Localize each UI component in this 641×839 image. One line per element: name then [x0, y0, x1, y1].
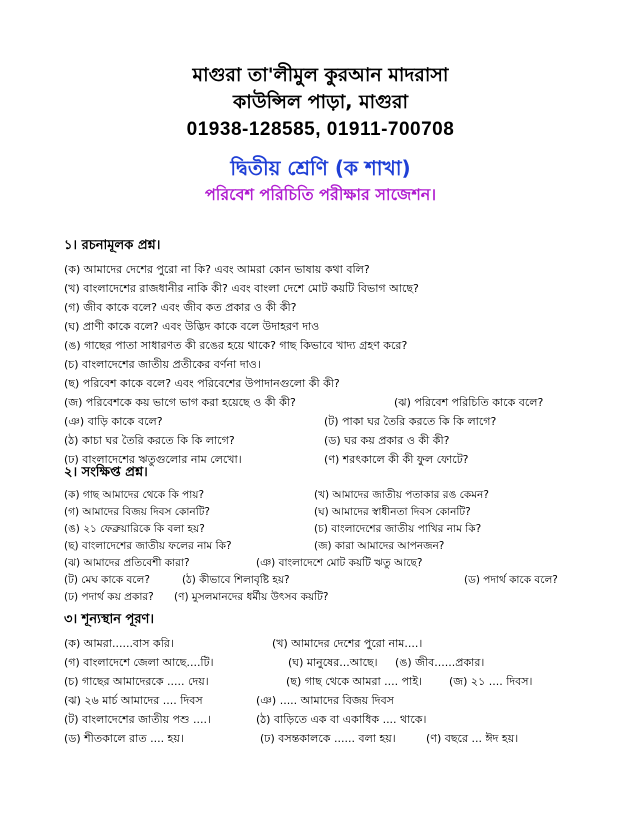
question-row: [64, 538, 584, 555]
question-row: [64, 336, 584, 355]
question-list: [64, 487, 584, 606]
question-row: [64, 572, 584, 589]
question-item: (ঘ) প্রাণী কাকে বলে? এবং উদ্ভিদ কাকে বলে উদাহরণ দাও: [64, 320, 320, 333]
section-essay: [64, 236, 584, 469]
question-item: (ঝ) ২৬ মার্চ আমাদের .... দিবস: [64, 694, 203, 707]
question-item: (জ) কারা আমাদের আপনজন?: [314, 540, 445, 552]
question-item: (ক) আমাদের দেশের পুরো না কি? এবং আমরা কোন ভাষায় কথা বলি?: [64, 263, 370, 276]
question-item: (ঘ) আমাদের স্বাধীনতা দিবস কোনটি?: [314, 506, 471, 518]
question-row: [64, 317, 584, 336]
question-row: [64, 393, 584, 412]
school-name: মাগুরা তা'লীমুল কুরআন মাদরাসা: [192, 64, 449, 86]
section-heading: ৩। শূন্যস্থান পূরণ।: [64, 612, 154, 627]
question-item: (ক) আমরা......বাস করি।: [64, 637, 174, 650]
question-row: [64, 504, 584, 521]
question-item: (ট) বাংলাদেশের জাতীয় পশু ....।: [64, 713, 211, 726]
question-row: [64, 729, 584, 748]
question-list: [64, 260, 584, 469]
school-phones: 01938-128585, 01911-700708: [186, 119, 455, 140]
question-item: (ঢ) পদার্থ কয় প্রকার?: [64, 591, 154, 603]
question-item: (ঞ) বাংলাদেশে মোট কয়টি ঋতু আছে?: [256, 557, 423, 569]
question-item: (ক) গাছ আমাদের থেকে কি পায়?: [64, 489, 205, 501]
question-item: (ঙ) ২১ ফেব্রুয়ারিকে কি বলা হয়?: [64, 523, 205, 535]
section-fill-blanks: [64, 610, 584, 748]
question-item: (ট) পাকা ঘর তৈরি করতে কি কি লাগে?: [324, 415, 497, 428]
class-title: দ্বিতীয় শ্রেণি (ক শাখা): [230, 156, 411, 180]
question-item: (ণ) মুসলমানদের ধর্মীয় উৎসব কয়টি?: [174, 591, 329, 603]
question-item: (চ) বাংলাদেশের জাতীয় পাখির নাম কি?: [314, 523, 482, 535]
question-row: [64, 374, 584, 393]
question-item: (ড) পদার্থ কাকে বলে?: [464, 574, 558, 586]
school-address: কাউন্সিল পাড়া, মাগুরা: [233, 91, 408, 113]
question-item: (ঢ) বাংলাদেশের ঋতুগুলোর নাম লেখো।: [64, 453, 242, 466]
subject-title: পরিবেশ পরিচিতি পরীক্ষার সাজেশন।: [204, 185, 437, 204]
question-item: (ঞ) বাড়ি কাকে বলে?: [64, 415, 163, 428]
question-item: (ণ) বছরে ... ঈদ হয়।: [426, 732, 519, 745]
question-item: (ঠ) কীভাবে শিলাবৃষ্টি হয়?: [182, 574, 290, 586]
question-row: [64, 589, 584, 606]
school-header: [0, 62, 641, 143]
section-heading: ১। রচনামূলক প্রশ্ন।: [64, 238, 161, 253]
question-item: (ঝ) পরিবেশ পরিচিতি কাকে বলে?: [394, 396, 544, 409]
question-row: [64, 487, 584, 504]
section-heading: ২। সংক্ষিপ্ত প্রশ্ন।: [64, 465, 148, 480]
question-item: (গ) জীব কাকে বলে? এবং জীব কত প্রকার ও কী কী?: [64, 301, 297, 314]
question-item: (ঝ) আমাদের প্রতিবেশী কারা?: [64, 557, 190, 569]
question-item: (ঢ) বসন্তকালকে ...... বলা হয়।: [260, 732, 396, 745]
question-row: [64, 279, 584, 298]
question-item: (গ) আমাদের বিজয় দিবস কোনটি?: [64, 506, 211, 518]
question-row: [64, 634, 584, 653]
question-item: (ট) মেঘ কাকে বলে?: [64, 574, 150, 586]
question-row: [64, 672, 584, 691]
question-item: (গ) বাংলাদেশে জেলা আছে....টি।: [64, 656, 214, 669]
question-row: [64, 431, 584, 450]
question-item: (ছ) পরিবেশ কাকে বলে? এবং পরিবেশের উপাদানগুলো কী কী?: [64, 377, 340, 390]
question-item: (ড) ঘর কয় প্রকার ও কী কী?: [324, 434, 450, 447]
question-row: [64, 260, 584, 279]
section-short: [64, 463, 584, 606]
question-row: [64, 412, 584, 431]
question-row: [64, 555, 584, 572]
question-item: (খ) বাংলাদেশের রাজধানীর নাকি কী? এবং বাংলা দেশে মোট কয়টি বিভাগ আছে?: [64, 282, 419, 295]
question-item: (চ) বাংলাদেশের জাতীয় প্রতীকের বর্ণনা দাও।: [64, 358, 261, 371]
question-item: (ঞ) ..... আমাদের বিজয় দিবস: [256, 694, 394, 707]
question-row: [64, 355, 584, 374]
question-item: (ণ) শরৎকালে কী কী ফুল ফোটে?: [324, 453, 469, 466]
question-item: (ঙ) গাছের পাতা সাধারণত কী রঙের হয়ে থাকে? গাছ কিভাবে খাদ্য গ্রহণ করে?: [64, 339, 408, 352]
question-item: (চ) গাছের আমাদেরকে ..... দেয়।: [64, 675, 209, 688]
question-item: (ঙ) জীব......প্রকার।: [395, 656, 485, 669]
question-item: (ঠ) বাড়িতে এক বা একাধিক .... থাকে।: [256, 713, 427, 726]
question-item: (জ) পরিবেশকে কয় ভাগে ভাগ করা হয়েছে ও কী কী?: [64, 396, 296, 409]
question-row: [64, 298, 584, 317]
question-list: [64, 634, 584, 748]
question-item: (ড) শীতকালে রাত .... হয়।: [64, 732, 184, 745]
question-item: (খ) আমাদের দেশের পুরো নাম....।: [272, 637, 423, 650]
question-row: [64, 653, 584, 672]
question-row: [64, 521, 584, 538]
question-item: (ছ) বাংলাদেশের জাতীয় ফলের নাম কি?: [64, 540, 232, 552]
question-item: (ঘ) মানুষের...আছে।: [288, 656, 378, 669]
question-item: (ছ) গাছ থেকে আমরা .... পাই।: [286, 675, 422, 688]
question-item: (ঠ) কাচা ঘর তৈরি করতে কি কি লাগে?: [64, 434, 235, 447]
question-item: (খ) আমাদের জাতীয় পতাকার রঙ কেমন?: [314, 489, 489, 501]
question-row: [64, 691, 584, 710]
question-row: [64, 710, 584, 729]
question-item: (জ) ২১ .... দিবস।: [449, 675, 533, 688]
